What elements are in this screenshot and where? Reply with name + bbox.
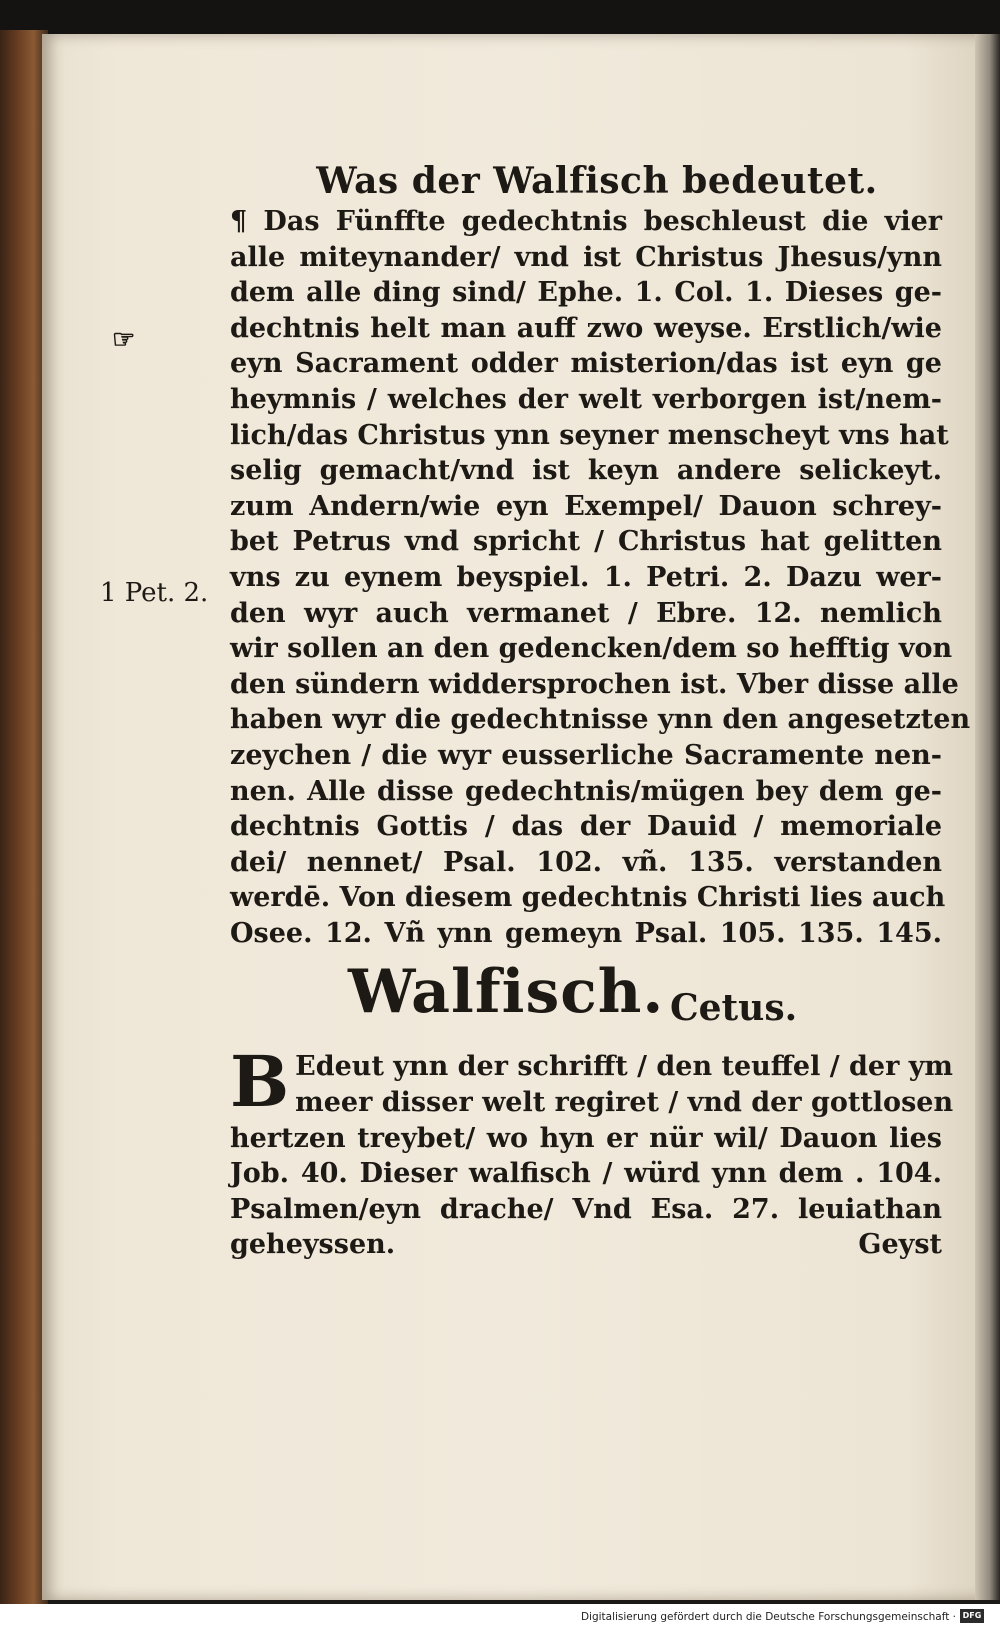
text-line: zeychen / die wyr eusserliche Sacramente nen‑ <box>230 739 942 771</box>
margin-note-pet-ref: 1 Pet. 2. <box>100 578 209 608</box>
text-line: ¶ Das Fünffte gedechtnis beschleust die vier <box>230 206 942 237</box>
text-line: haben wyr die gedechtnisse ynn den angesetzten <box>230 704 971 736</box>
section-heading-row <box>230 957 942 1049</box>
text-line: Edeut ynn der schrifft / den teuffel / der ym <box>295 1051 953 1083</box>
text-line: Osee. 12. Vñ ynn gemeyn Psal. 105. 135. 145. <box>230 917 942 949</box>
text-line: den sündern widdersprochen ist. Vber disse alle <box>230 668 959 700</box>
text-line: bet Petrus vnd spricht / Christus hat gelitten <box>230 526 942 558</box>
section-latin-heading: Cetus. <box>670 987 798 1030</box>
text-line: zum Andern/wie eyn Exempel/ Dauon schrey‑ <box>230 490 942 522</box>
section-heading: Walfisch. <box>348 957 665 1028</box>
text-line: vns zu eynem beyspiel. 1. Petri. 2. Dazu wer‑ <box>230 561 942 593</box>
text-line: selig gemacht/vnd ist keyn andere selickeyt. <box>230 455 942 487</box>
text-line: lich/das Christus ynn seyner menscheyt vns hat <box>230 419 949 451</box>
text-line: wir sollen an den gedencken/dem so hefftig von <box>230 633 953 665</box>
book-spine-edge <box>0 30 48 1605</box>
text-line: werdē. Von diesem gedechtnis Christi lies auch <box>230 882 946 914</box>
text-line: hertzen treybet/ wo hyn er nür wil/ Dauon lies <box>230 1122 942 1154</box>
catchword: Geyst <box>858 1229 942 1261</box>
digitization-footer <box>0 1604 1000 1629</box>
text-line: heymnis / welches der welt verborgen ist/nem‑ <box>230 383 942 415</box>
last-line-row <box>230 1227 942 1263</box>
page-text-block <box>230 160 971 1263</box>
text-line: nen. Alle disse gedechtnis/mügen bey dem ge‑ <box>230 775 942 807</box>
text-line: dechtnis helt man auff zwo weyse. Erstlich/wie <box>230 312 942 344</box>
paragraph-walfisch <box>230 1040 954 1227</box>
text-line: Job. 40. Dieser walfisch / würd ynn dem . 104. <box>230 1158 942 1190</box>
text-line: dechtnis Gottis / das der Dauid / memoriale <box>230 811 942 843</box>
text-line: alle miteynander/ vnd ist Christus Jhesus/ynn <box>230 241 942 273</box>
page-right-edge <box>975 34 1000 1600</box>
text-line: Psalmen/eyn drache/ Vnd Esa. 27. leuiathan <box>230 1193 942 1225</box>
text-line: dei/ nennet/ Psal. 102. vñ. 135. verstanden <box>230 846 942 878</box>
text-line: den wyr auch vermanet / Ebre. 12. nemlich <box>230 597 942 629</box>
dfg-logo-icon: DFG <box>960 1609 984 1623</box>
text-line: meer disser welt regiret / vnd der gottlosen <box>295 1087 954 1119</box>
margin-hand-mark: ☞ <box>112 325 136 355</box>
running-head: Was der Walfisch bedeutet. <box>316 160 878 202</box>
text-line: dem alle ding sind/ Ephe. 1. Col. 1. Dieses ge‑ <box>230 277 942 309</box>
footer-credit: Digitalisierung gefördert durch die Deutsche Forschungsgemeinschaft · <box>580 1611 956 1623</box>
drop-initial: B <box>230 1040 290 1124</box>
scan-top-border <box>0 0 1000 34</box>
paragraph-fifth-memorial <box>230 204 971 951</box>
text-line: eyn Sacrament odder misterion/das ist eyn ge <box>230 348 942 380</box>
last-line: geheyssen. <box>230 1229 396 1261</box>
